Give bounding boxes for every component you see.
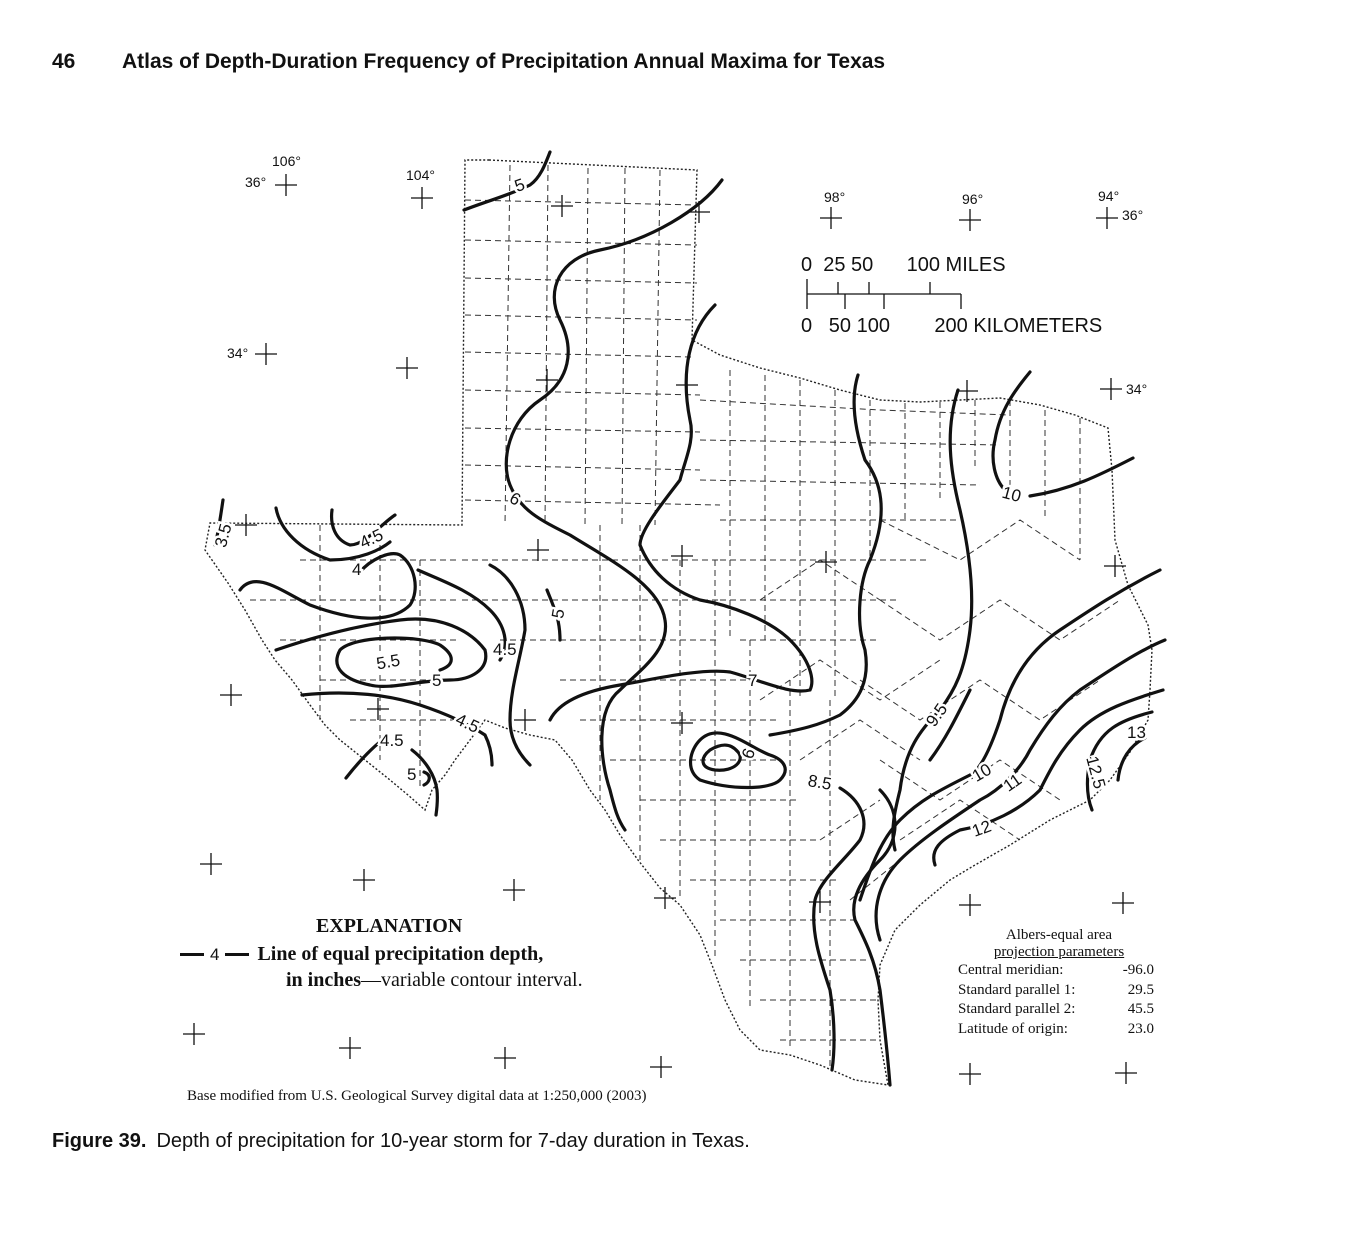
contour-label: 4.5 <box>356 525 387 553</box>
contour-label: 9.5 <box>922 699 952 731</box>
projection-param-value: 23.0 <box>1127 1020 1154 1037</box>
contour-13 <box>1118 738 1145 780</box>
legend-units-line <box>286 969 583 992</box>
contour-label: 5 <box>432 671 442 690</box>
projection-param-label: Latitude of origin: <box>958 1020 1068 1037</box>
contour-label: 10 <box>1000 482 1024 507</box>
lon-96-label: 96° <box>962 191 984 207</box>
legend-description: Line of equal precipitation depth, <box>257 943 544 965</box>
contour-label: 5 <box>512 174 528 196</box>
projection-param-value: 29.5 <box>1127 981 1154 998</box>
contour-10-north <box>993 372 1030 490</box>
scale-km-label: 0 50 100 200 KILOMETERS <box>801 315 1103 337</box>
figure-label: Figure 39. <box>52 1130 147 1152</box>
contour-label: 11 <box>999 769 1026 796</box>
page-number: 46 <box>52 50 76 73</box>
lat-36-left-label: 36° <box>245 174 267 190</box>
projection-row <box>958 961 1154 981</box>
contour-9-inner <box>703 745 740 770</box>
projection-subtitle: projection parameters <box>993 944 1125 960</box>
lat-34-left-label: 34° <box>227 345 249 361</box>
contour-label: 13 <box>1127 723 1146 742</box>
contour-label: 8.5 <box>806 771 834 794</box>
legend-dash-left <box>180 953 204 956</box>
contour-label: 4.5 <box>493 640 517 659</box>
contour-6 <box>506 180 722 830</box>
contour-label: 4.5 <box>452 709 483 737</box>
scale-bar <box>807 279 961 309</box>
lon-106-label: 106° <box>272 153 301 169</box>
lon-98-label: 98° <box>824 189 846 205</box>
contour-label: 3.5 <box>211 521 236 550</box>
contour-label: 10 <box>968 759 995 786</box>
projection-row <box>958 1000 1154 1020</box>
projection-param-label: Standard parallel 2: <box>958 1001 1076 1017</box>
contour-west-4 <box>240 554 415 619</box>
scale-miles-label: 0 25 50 100 MILES <box>801 254 1006 276</box>
contour-label: 7 <box>748 671 758 690</box>
legend-units: in inches <box>286 969 362 991</box>
explanation-legend-line <box>180 943 543 966</box>
legend-interval-note: —variable contour interval. <box>361 969 583 991</box>
contour-11 <box>876 640 1165 940</box>
contour-west-8 <box>490 565 530 765</box>
projection-param-value: -96.0 <box>1122 962 1154 978</box>
contour-label: 4.5 <box>380 731 404 750</box>
atlas-title: Atlas of Depth-Duration Frequency of Precipitation Annual Maxima for Texas <box>122 50 886 73</box>
contour-7 <box>550 305 812 720</box>
projection-parameters <box>958 927 1158 1039</box>
contour-label: 5 <box>407 765 417 784</box>
contour-label: 5 <box>548 607 569 620</box>
contour-label: 6 <box>506 488 525 510</box>
projection-title: Albers-equal area <box>1005 927 1113 943</box>
lat-36-right-label: 36° <box>1122 207 1144 223</box>
legend-sample-value: 4 <box>210 944 220 964</box>
contour-label: 12 <box>969 816 994 841</box>
source-note: Base modified from U.S. Geological Survey digital data at 1:250,000 (2003) <box>187 1088 647 1104</box>
explanation-title: EXPLANATION <box>316 915 463 937</box>
lon-94-label: 94° <box>1098 188 1120 204</box>
projection-row <box>958 1020 1154 1040</box>
contour-10 <box>860 570 1160 900</box>
contour-label: 4 <box>352 560 362 579</box>
contour-label: 5.5 <box>374 650 402 674</box>
contour-west-11 <box>424 772 429 785</box>
figure-caption-text: Depth of precipitation for 10-year storm for 7-day duration in Texas. <box>156 1130 750 1152</box>
projection-param-label: Central meridian: <box>958 962 1064 978</box>
lat-34-right-label: 34° <box>1126 381 1148 397</box>
projection-row <box>958 981 1154 1001</box>
contour-label: 12.5 <box>1082 753 1110 791</box>
projection-param-label: Standard parallel 1: <box>958 981 1076 998</box>
projection-param-value: 45.5 <box>1127 1001 1154 1017</box>
legend-dash-right <box>225 953 249 956</box>
figure-caption <box>52 1130 750 1153</box>
contour-8-5-south <box>814 788 864 1070</box>
lon-104-label: 104° <box>406 167 435 183</box>
contour-label: 9 <box>737 745 759 762</box>
